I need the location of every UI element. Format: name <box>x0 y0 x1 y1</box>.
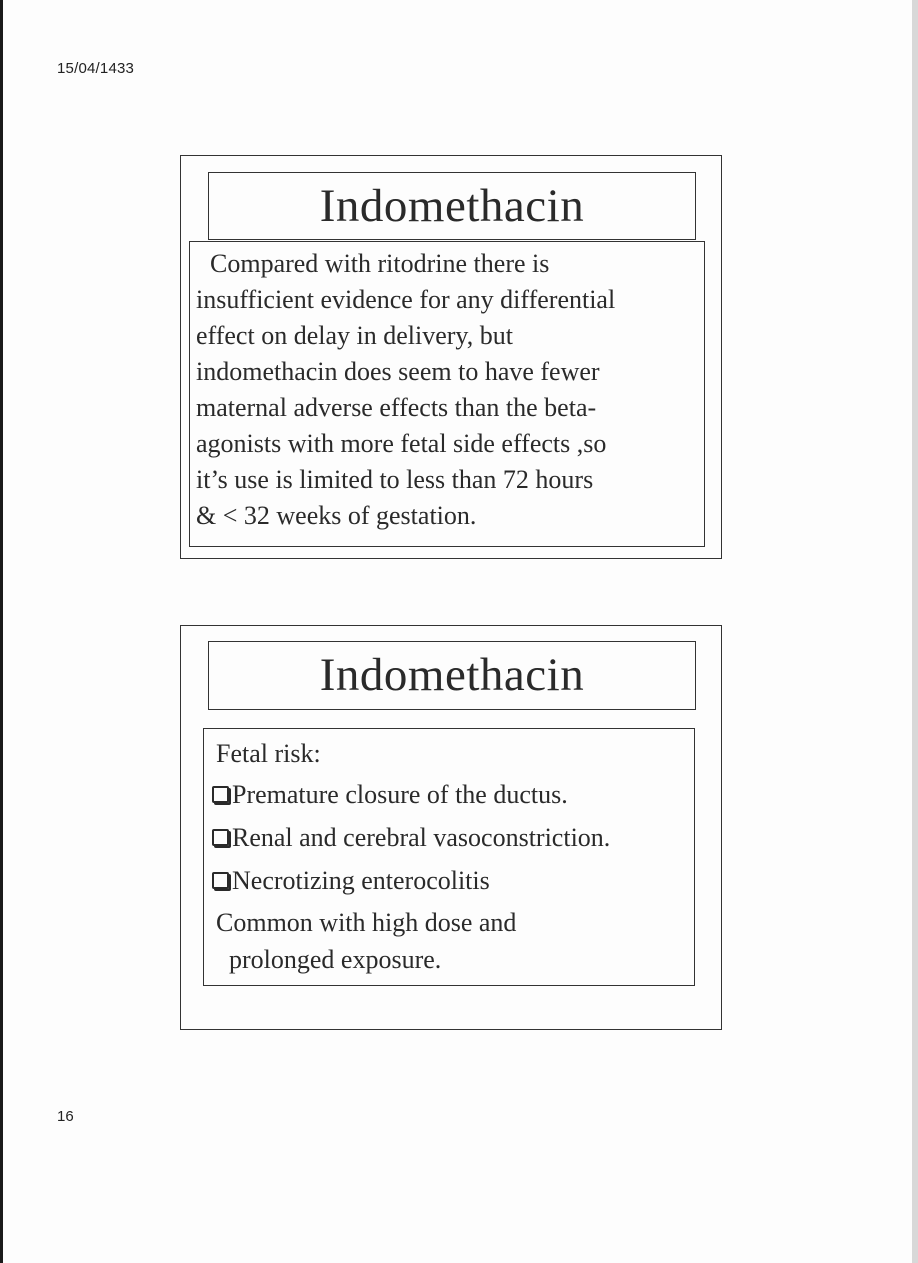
note-line: Common with high dose and <box>216 908 517 937</box>
bullet-text: Premature closure of the ductus. <box>232 779 568 809</box>
slide-2-body <box>203 728 695 986</box>
slide-2 <box>180 625 722 1030</box>
slide-2-title: Indomethacin <box>208 641 696 710</box>
body-line: effect on delay in delivery, but <box>196 321 513 350</box>
checkbox-icon <box>212 829 229 846</box>
note <box>216 904 694 978</box>
body-line: insufficient evidence for any differential <box>196 285 616 314</box>
slide-1 <box>180 155 722 559</box>
body-line: it’s use is limited to less than 72 hours <box>196 465 594 494</box>
body-line: Compared with ritodrine there is <box>210 249 550 278</box>
fetal-risk-heading: Fetal risk: <box>216 739 321 768</box>
body-line: indomethacin does seem to have fewer <box>196 357 600 386</box>
slide-1-body <box>189 241 705 547</box>
bullet-item <box>210 773 694 816</box>
bullet-text: Necrotizing enterocolitis <box>232 865 490 895</box>
bullet-item <box>210 816 694 859</box>
page-number: 16 <box>57 1108 74 1125</box>
scan-edge-right <box>912 0 918 1263</box>
body-line: maternal adverse effects than the beta- <box>196 393 597 422</box>
scan-edge-left <box>0 0 3 1263</box>
bullet-item <box>210 859 694 902</box>
note-line: prolonged exposure. <box>229 945 442 974</box>
bullet-text: Renal and cerebral vasoconstriction. <box>232 822 611 852</box>
page-date: 15/04/1433 <box>57 60 135 77</box>
checkbox-icon <box>212 872 229 889</box>
slide-1-title: Indomethacin <box>208 172 696 240</box>
body-line: agonists with more fetal side effects ,so <box>196 429 607 458</box>
body-line: & < 32 weeks of gestation. <box>196 501 477 530</box>
checkbox-icon <box>212 786 229 803</box>
